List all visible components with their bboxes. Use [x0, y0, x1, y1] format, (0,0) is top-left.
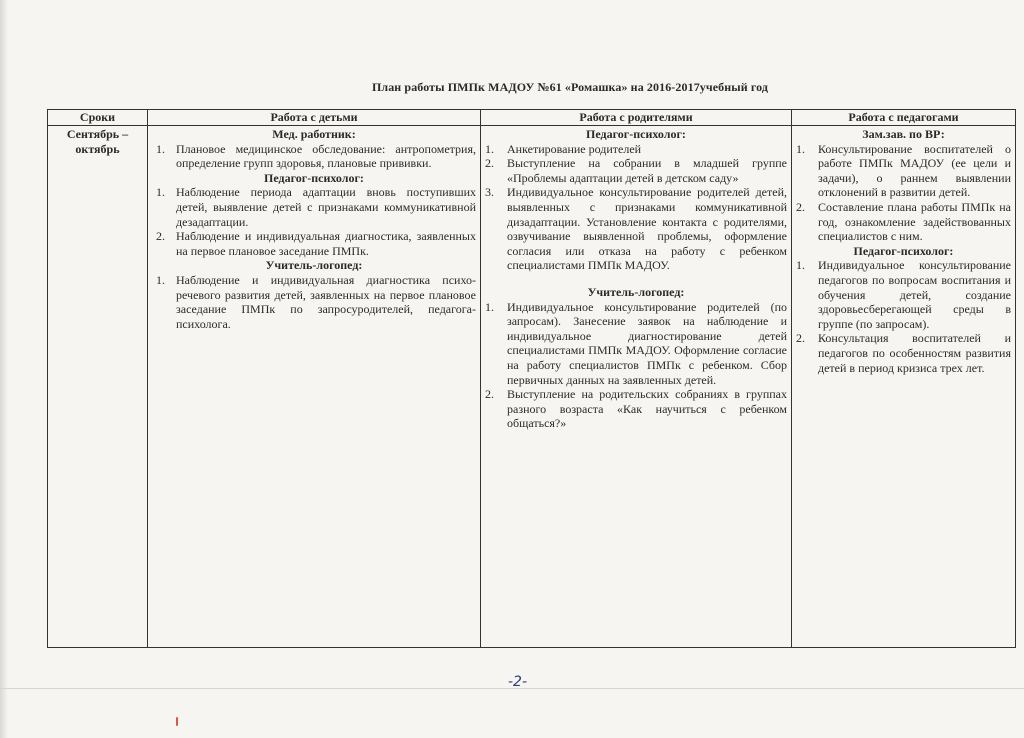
- children-cell: [148, 126, 481, 648]
- list-item: [152, 185, 476, 229]
- list-item: [485, 142, 787, 157]
- item-text: Плановое медицинское обследование: антропометрия, определение групп здоровья, плановые прививки.: [176, 141, 476, 171]
- plan-table: [47, 109, 1016, 648]
- item-number: 1.: [156, 141, 165, 156]
- list-item: [152, 142, 476, 171]
- item-number: 3.: [485, 185, 494, 200]
- item-number: 1.: [485, 141, 494, 156]
- section-heading: Педагог-психолог:: [264, 170, 364, 185]
- item-number: 2.: [796, 199, 805, 214]
- item-number: 1.: [796, 258, 805, 273]
- table-header-row: [48, 110, 1016, 126]
- list-item: [485, 387, 787, 431]
- item-number: 2.: [796, 331, 805, 346]
- section-heading: Учитель-логопед:: [265, 258, 363, 273]
- item-list: [152, 142, 476, 171]
- item-text: Индивидуальное консультирование родителей (по запросам). Занесение заявок на наблюдение и индивидуальное диагностирование детей специалистами ПМПк МАДОУ. Оформление согласие на работу специалистов ПМПк с ребенком. Сбор первичных данных на заявленных детей.: [507, 299, 787, 387]
- spacer: [485, 273, 787, 285]
- header-term: Сроки: [48, 110, 148, 126]
- header-teachers: Работа с педагогами: [792, 110, 1016, 126]
- parents-cell: [481, 126, 792, 648]
- teachers-cell: [792, 126, 1016, 648]
- list-item: [796, 258, 1011, 331]
- item-list: [485, 300, 787, 431]
- item-text: Выступление на родительских собраниях в группах разного возраста «Как научиться с ребенком общаться?»: [507, 387, 787, 431]
- page-number: -2-: [508, 674, 528, 690]
- item-text: Индивидуальное консультирование педагогов по вопросам воспитания и обучения детей, создание здоровьесберегающей среды в группе (по запросам).: [818, 258, 1011, 331]
- section-heading: Педагог-психолог:: [853, 243, 954, 258]
- header-parents: Работа с родителями: [481, 110, 792, 126]
- item-text: Консультация воспитателей и педагогов по особенностям развития детей в период кризиса трех лет.: [818, 331, 1011, 375]
- ink-mark: [176, 717, 178, 726]
- list-item: [796, 142, 1011, 200]
- list-item: [485, 185, 787, 273]
- document-title: План работы ПМПк МАДОУ №61 «Ромашка» на 2016-2017учебный год: [371, 80, 769, 94]
- list-item: [796, 200, 1011, 244]
- item-number: 2.: [156, 229, 165, 244]
- list-item: [152, 273, 476, 331]
- item-number: 1.: [156, 185, 165, 200]
- list-item: [796, 331, 1011, 375]
- item-list: [152, 185, 476, 258]
- item-number: 2.: [485, 387, 494, 402]
- term-cell: Сентябрь – октябрь: [48, 126, 148, 648]
- item-number: 2.: [485, 156, 494, 171]
- item-text: Анкетирование родителей: [507, 141, 642, 156]
- section-heading: Педагог-психолог:: [586, 127, 686, 141]
- item-list: [152, 273, 476, 331]
- section-heading: Мед. работник:: [272, 127, 356, 141]
- item-list: [796, 258, 1011, 375]
- item-number: 1.: [156, 272, 165, 287]
- header-children: Работа с детьми: [148, 110, 481, 126]
- item-number: 1.: [485, 299, 494, 314]
- item-list: [796, 142, 1011, 244]
- item-text: Выступление на собрании в младшей группе «Проблемы адаптации детей в детском саду»: [507, 156, 787, 185]
- list-item: [485, 300, 787, 388]
- item-text: Наблюдение и индивидуальная диагностика психо-речевого развития детей, заявленных на первое плановое заседание ПМПк по запросуродителей, педагога-психолога.: [176, 272, 476, 331]
- section-heading: Учитель-логопед:: [587, 284, 685, 299]
- item-list: [485, 142, 787, 273]
- item-text: Наблюдение и индивидуальная диагностика, заявленных на первое плановое заседание ПМПк.: [176, 229, 476, 258]
- list-item: [152, 229, 476, 258]
- item-number: 1.: [796, 141, 805, 156]
- scan-edge-shadow: [0, 0, 8, 738]
- item-text: Индивидуальное консультирование родителей детей, выявленных с признаками коммуникативной дизадаптации. Установление контакта с родителями, озвучивание выявленной проблемы, оформление согласия или отказа на работу с ребенком специалистами ПМПк МАДОУ.: [507, 185, 787, 273]
- table-row: [48, 126, 1016, 648]
- list-item: [485, 156, 787, 185]
- section-heading: Зам.зав. по ВР:: [862, 127, 945, 141]
- item-text: Составление плана работы ПМПк на год, ознакомление задействованных специалистов с ним.: [818, 199, 1011, 244]
- item-text: Наблюдение периода адаптации вновь поступивших детей, выявление детей с признаками коммуникативной дезадаптации.: [176, 185, 476, 229]
- item-text: Консультирование воспитателей о работе ПМПк МАДОУ (ее цели и задачи), о раннем выявлении отклонений в развитии детей.: [818, 141, 1011, 200]
